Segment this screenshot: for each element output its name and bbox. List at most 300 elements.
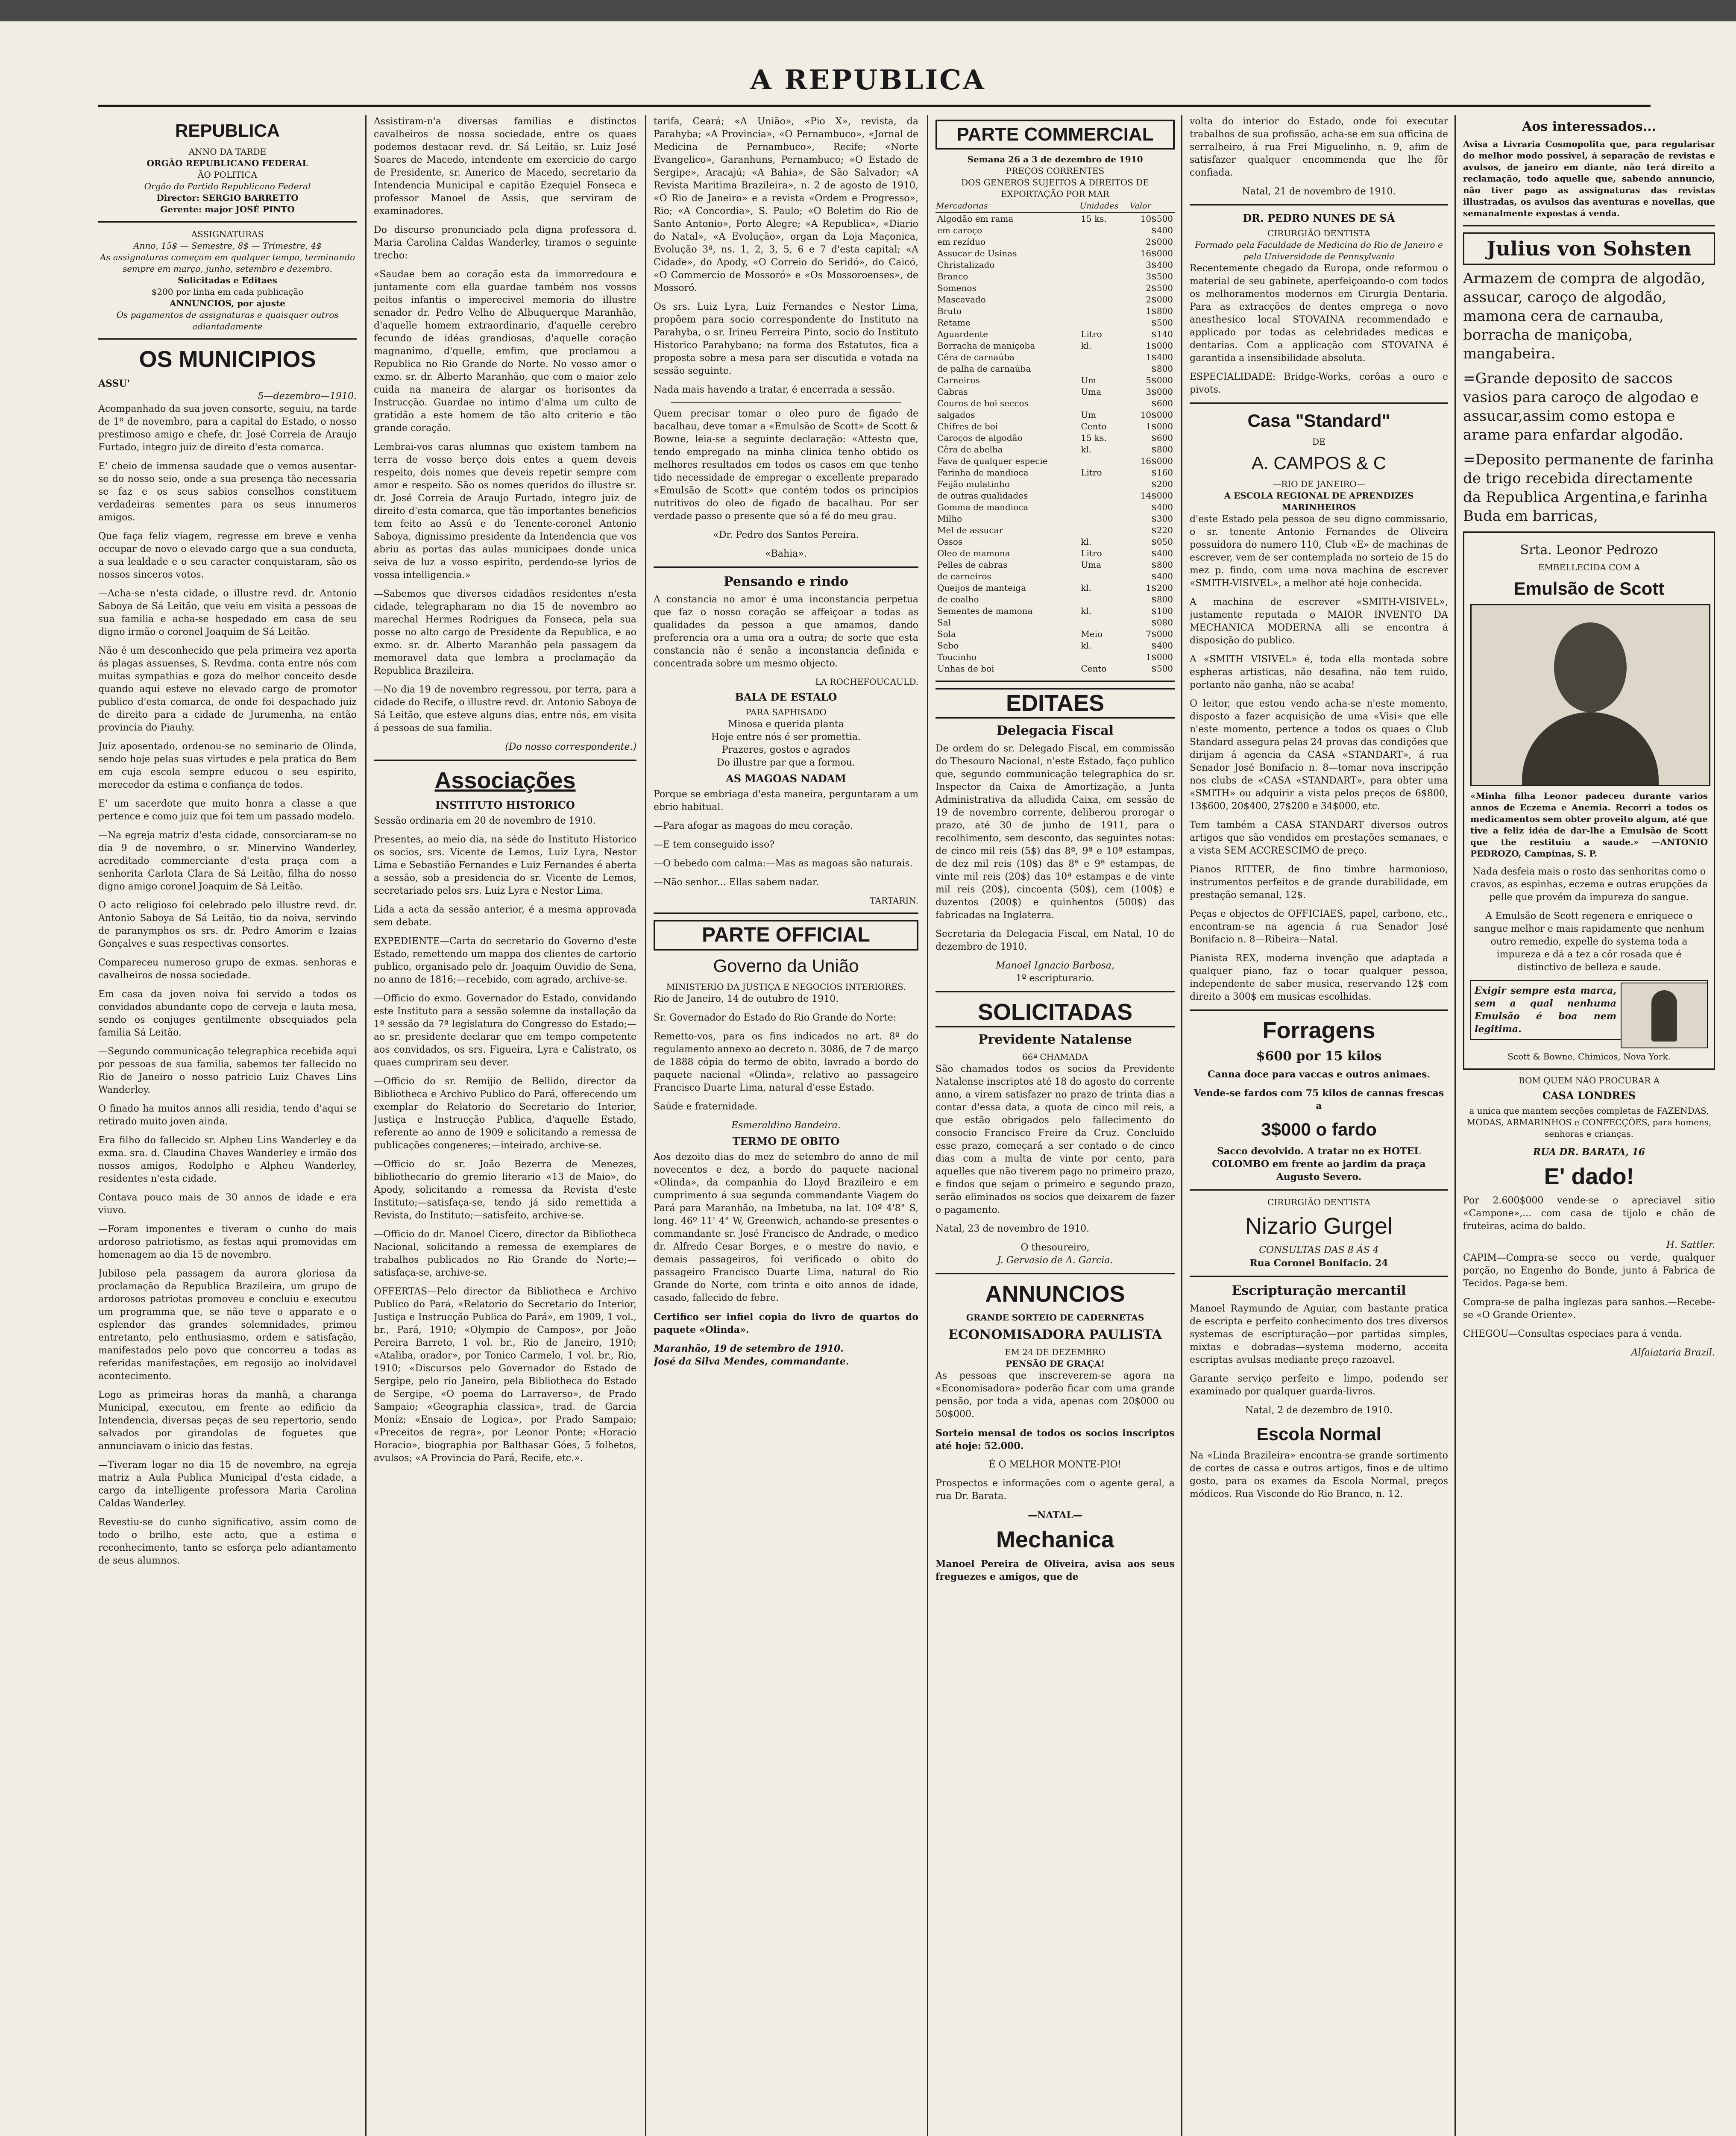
termo-place: Maranhão, 19 de setembro de 1910.	[654, 1343, 844, 1354]
section-associacoes: Associações	[434, 768, 576, 793]
article-date: 5—dezembro—1910.	[258, 391, 357, 402]
paragraph: —Não senhor... Ellas sabem nadar.	[654, 877, 819, 888]
forragens-title: Forragens	[1262, 1018, 1375, 1043]
termo-signature: José da Silva Mendes, commandante.	[654, 1356, 849, 1367]
price-unit: kl.	[1081, 583, 1092, 593]
instituto-title: INSTITUTO HISTORICO	[435, 799, 575, 811]
manager-line: Gerente: major JOSÉ PINTO	[160, 204, 295, 214]
price-value: 3$500	[1146, 271, 1173, 282]
nizario-title: Nizario Gurgel	[1245, 1213, 1393, 1239]
column-rule	[927, 115, 928, 2136]
price-value: $160	[1151, 467, 1173, 478]
paragraph: EXPEDIENTE—Carta do secretario do Governo d'este Estado, remettendo um mappa dos clientes de cartorio publico, organisado pelo dr. Joaquim Ouvidio de Sena, no anno de 1816;—recebido, com agrado, archive-se.	[374, 936, 636, 985]
paragraph: Que faça feliz viagem, regresse em breve e venha occupar de novo o elevado cargo que a sua conducta, a sua lealdade e o seu caracter conquistaram, são os nossos sinceros votos.	[98, 531, 357, 580]
price-item: de palha de carnaúba	[937, 364, 1031, 374]
prices-row	[935, 363, 1175, 375]
parte-commercial-header: PARTE COMMERCIAL	[935, 120, 1175, 150]
column-1	[98, 115, 357, 2136]
paragraph: Saúde e fraternidade.	[654, 1101, 758, 1112]
paragraph: Pianista REX, moderna invenção que adaptada a qualquer piano, faz o tocar qualquer pessoa, independente de saber musica, reservando 12$ com direito a 300$ em musicas escolhidas.	[1190, 953, 1448, 1002]
magoas-author: TARTARIN.	[870, 895, 918, 906]
bala-title: BALA DE ESTALO	[735, 691, 837, 703]
dr-sub: Formado pela Faculdade de Medicina do Rio de Janeiro e pela Universidade de Pennsylvania	[1195, 240, 1443, 261]
signatures-label: ASSIGNATURAS	[191, 229, 264, 239]
price-item: Somenos	[937, 283, 976, 293]
divider	[654, 566, 918, 568]
paragraph: Do discurso pronunciado pela digna professora d. Maria Carolina Caldas Wanderley, tiramos o seguinte trecho:	[374, 225, 636, 261]
column-5	[1190, 115, 1448, 2136]
party-line: Orgão do Partido Republicano Federal	[144, 181, 311, 191]
price-unit	[1079, 282, 1129, 294]
paragraph: Armazem de compra de algodão, assucar, caroço de algodão, mamona cera de carnauba, borracha de maniçoba, mangabeira.	[1463, 270, 1706, 362]
poem-line: Minosa e querida planta	[728, 719, 844, 730]
paragraph: Certifico ser infiel copia do livro de quartos do paquete «Olinda».	[654, 1312, 918, 1335]
price-value: $050	[1151, 537, 1173, 547]
paragraph: Compareceu numeroso grupo de exmas. senhoras e cavalheiros de nossa sociedade.	[98, 957, 357, 981]
delegacia-signature: Manoel Ignacio Barbosa,	[995, 960, 1115, 971]
campos-title: A. CAMPOS & C	[1251, 453, 1387, 473]
prices-row	[935, 571, 1175, 582]
paragraph: Secretaria da Delegacia Fiscal, em Natal, 10 de dezembro de 1910.	[935, 929, 1175, 952]
price-value: $800	[1151, 364, 1173, 374]
paragraph: —Officio do exmo. Governador do Estado, convidando este Instituto para a sessão solemne da installação da 1ª sessão da 7ª legislatura do Congresso do Estado;—ao sr. presidente declarar que em tempo competente aos convidados, os srs. Figueira, Lyra e Calistrato, os quaes cumpriram seu dever.	[374, 993, 636, 1068]
paragraph: —Acha-se n'esta cidade, o illustre revd. dr. Antonio Saboya de Sá Leitão, que veiu em visita a pessoas de sua familia e acha-se hospedado em casa de seu digno irmão o coronel Joaquim de Sá Leitão.	[98, 588, 357, 637]
poem-line: Hoje entre nós é ser promettia.	[711, 732, 861, 742]
prices-row	[935, 525, 1175, 536]
paragraph: «Minha filha Leonor padeceu durante varios annos de Eczema e Anemia. Recorri a todos os medicamentos sem obter proveito algum, até que tive a feliz idéa de dar-lhe a Emulsão de Scott que the restituiu a saude.» —ANTONIO PEDROZO, Campinas, S. P.	[1470, 791, 1708, 859]
price-unit	[1079, 490, 1129, 502]
price-item: Unhas de boi	[937, 663, 994, 674]
previdente-title: Previdente Natalense	[978, 1032, 1132, 1047]
price-item: Aguardente	[937, 329, 988, 339]
divider	[671, 402, 901, 403]
paragraph: «Saudae bem ao coração esta da immorredoura e juntamente com ella guardae também nos vossos peitos infantis o imperecivel memoria do illustre senador dr. Pedro Velho de Albuquerque Maranhão, d'aquelle homem extraordinario, d'aquelle cerebro fecundo de idéas grandiosas, d'aquelle coração magnanimo, d'quelle, emfim, que proclamou a Republica no Rio Grande do Norte. No vosso amor o exmo. sr. dr. Alberto Maranhão, que com o maior zelo cuida na maneira de alargar os horisontes da Instrucção. Guardae no intimo d'alma um culto de gratidão a este homem de tão alto criterio e tão grande coração.	[374, 269, 636, 434]
price-value: 1$800	[1146, 306, 1173, 316]
paragraph: —Tiveram logar no dia 15 de novembro, na egreja matriz a Aula Publica Municipal d'esta cidade, a cargo da intelligente professora Maria Carolina Caldas Wanderley.	[98, 1460, 357, 1509]
paragraph: «Dr. Pedro dos Santos Pereira.	[713, 530, 859, 540]
correspondent-signoff: (Do nosso correspondente.)	[505, 742, 636, 752]
price-value: 10$000	[1140, 410, 1173, 420]
rio-line: —RIO DE JANEIRO—	[1273, 479, 1365, 489]
paragraph: —Officio do sr. João Bezerra de Menezes, bibliothecario do gremio literario «13 de Maio», do Apody, solicitando a remessa da Revista d'este Instituto;—satisfaça-se, tendo já sido remettida a Revista, do Instituto;—satisfeito, archive-se.	[374, 1159, 636, 1221]
price-unit: Litro	[1081, 329, 1102, 339]
price-value: $400	[1151, 225, 1173, 235]
paragraph: Lembrai-vos caras alumnas que existem tambem na terra de vosso berço dois entes a quem deveis respeito, dois nomes que deveis repetir sempre com amor e respeito. São os nomes queridos do illustre sr. dr. José Correia de Araujo Furtado, integro juiz de direito d'esta comarca, que tão importantes beneficios tem feito ao Assú e do Tenente-coronel Antonio Saboya, dignissimo presidente da Intendencia que vos abriu as portas das aulas municipaes donde unica seiva de luz a vosso espirito, perdendo-se lyrios de vossa intelligencia.»	[374, 442, 636, 581]
price-item: Caroços de algodão	[937, 433, 1023, 443]
scott-emulsion-ad	[1463, 531, 1715, 1070]
paragraph: Porque se embriaga d'esta maneira, perguntaram a um ebrio habitual.	[654, 789, 918, 813]
masthead	[0, 0, 1736, 111]
column-4	[935, 115, 1175, 2136]
paragraph: As pessoas que inscreverem-se agora na «Economisadora» poderão ficar com uma grande pensão, por toda a vida, apenas com 20$000 ou 50$000.	[935, 1370, 1175, 1420]
price-unit	[1079, 398, 1129, 409]
scott-embel: EMBELLECIDA COM A	[1538, 562, 1640, 572]
price-unit	[1079, 502, 1129, 513]
price-unit	[1079, 225, 1129, 236]
pensando-title: Pensando e rindo	[724, 574, 848, 589]
edado-title: E' dado!	[1544, 1164, 1634, 1189]
town-name: ASSU'	[98, 378, 130, 389]
price-value: 14$000	[1140, 490, 1173, 501]
dr-role: CIRURGIÃO DENTISTA	[1267, 228, 1370, 238]
paragraph: E' cheio de immensa saudade que o vemos ausentar-se do nosso seio, onde a sua presença tão necessaria se faz e os seus sabios conselhos constituem verdadeiras sementes para os seus innumeros amigos.	[98, 461, 357, 523]
paragraph: São chamados todos os socios da Previdente Natalense inscriptos até 18 do agosto do corrente anno, a virem satisfazer no prazo de trinta dias a contar d'essa data, a quota de cinco mil reis, a que estão obrigados pelo fallecimento do consocio Francisco Freire da Cruz. Concluido esse prazo, começará a ser contado o de cinco dias com a multa de vinte por cento, para aquelles que não tiverem pago no primeiro prazo, e findos que sejam o primeiro e segundo prazo, serão eliminados os socios que deixarem de fazer o pagamento.	[935, 1064, 1175, 1215]
pensao-line: PENSÃO DE GRAÇA!	[1006, 1358, 1105, 1369]
escola-normal-title: Escola Normal	[1256, 1424, 1381, 1444]
price-item: Feijão mulatinho	[937, 479, 1010, 489]
column-rule	[1181, 115, 1182, 2136]
paragraph: Prospectos e informações com o agente geral, a rua Dr. Barata.	[935, 1478, 1175, 1502]
paragraph: «Bahia».	[765, 549, 807, 559]
portrait-image	[1470, 604, 1710, 786]
price-item: em caroço	[937, 225, 982, 235]
divider	[1463, 225, 1715, 226]
price-item: Bruto	[937, 306, 962, 316]
prices-header-row	[935, 200, 1175, 213]
price-unit	[1079, 651, 1129, 663]
prices-header: Unidades	[1079, 200, 1129, 213]
price-unit: Litro	[1081, 467, 1102, 478]
delegacia-title: Delegacia Fiscal	[996, 723, 1114, 738]
price-unit: kl.	[1081, 444, 1092, 455]
prices-row	[935, 490, 1175, 502]
price-value: 2$000	[1146, 294, 1173, 305]
paragraph: —Officio do dr. Manoel Cicero, director da Bibliotheca Nacional, solicitando a remessa de exemplares de trabalhos publicados no Rio Grande do Norte;—satisfaça-se, archive-se.	[374, 1229, 636, 1278]
scott-maker: Scott & Bowne, Chimicos, Nova York.	[1507, 1051, 1671, 1062]
paragraph: =Deposito permanente de farinha de trigo recebida directamente da Republica Argentina,e farinha Buda em barricas,	[1463, 451, 1714, 525]
price-value: 1$400	[1146, 352, 1173, 362]
paragraph: A machina de escrever «SMITH-VISIVEL», justamente reputada o MAIOR INVENTO DA MECHANICA MODERNA alli se encontra á disposição do publico.	[1190, 597, 1448, 646]
divider	[98, 338, 357, 340]
prev-signature: J. Gervasio de A. Garcia.	[997, 1255, 1113, 1266]
scott-person: Srta. Leonor Pedrozo	[1520, 543, 1658, 557]
price-unit: Cento	[1081, 663, 1107, 674]
price-unit: Cento	[1081, 421, 1107, 431]
prices-row	[935, 628, 1175, 640]
price-value: $800	[1151, 560, 1173, 570]
magoas-title: AS MAGOAS NADAM	[726, 772, 846, 785]
price-value: $100	[1151, 606, 1173, 616]
price-unit: kl.	[1081, 606, 1092, 616]
prices-row	[935, 317, 1175, 329]
price-item: Branco	[937, 271, 968, 282]
paragraph: —E tem conseguido isso?	[654, 839, 775, 850]
prices-row	[935, 213, 1175, 225]
price-value: $600	[1151, 398, 1173, 408]
paragraph: Jubiloso pela passagem da aurora gloriosa da proclamação da Republica Brazileira, um grupo de ardorosos patriotas promoveu e concluiu e executou um programma que, se não teve o apparato e o esplendor das grandes solemnidades, primou entretanto, pelo enthusiasmo, ordem e satisfação, manifestados pelo povo que concorreu a todas as referidas manifestações, em regosijo ao inolvidavel acontecimento.	[98, 1268, 357, 1382]
price-unit: 15 ks.	[1081, 433, 1107, 443]
prices-row	[935, 617, 1175, 628]
paragraph: De ordem do sr. Delegado Fiscal, em commissão do Thesouro Nacional, n'este Estado, faço publico que, segundo communicação telegraphica do sr. Inspector da Caixa de Amortização, a Junta Administrativa da alludida Caixa, em sessão de 19 de novembro corrente, deliberou prorogar o prazo, até 30 de junho de 1911, para o recolhimento, sem desconto, das seguintes notas: de cinco mil reis (5$) das 8ª, 9ª e 10ª estampas, de dez mil reis (10$) das 8ª e 9ª estampas, de vinte mil reis (20$) das 10ª estampas e de vinte mil reis (20$), cincoenta (50$), cem (100$) e duzentos (200$) e quinhentos (500$) das fabricadas na Inglaterra.	[935, 743, 1175, 921]
prices-row	[935, 478, 1175, 490]
paragraph: Pianos RITTER, de fino timbre harmonioso, instrumentos perfeitos e de grande durabilidade, em prestação semanal, 12$.	[1190, 864, 1448, 901]
capim-signature: Alfaiataria Brazil.	[1631, 1347, 1715, 1358]
prices-row	[935, 248, 1175, 259]
column-rule	[645, 115, 646, 2136]
price-item: Mascavado	[937, 294, 986, 305]
paragraph: Na «Linda Brazileira» encontra-se grande sortimento de cortes de cassa e outros artigos, finos e de ultimo gosto, para os exames da Escola Normal, preços módicos. Rua Visconde do Rio Branco, n. 12.	[1190, 1450, 1448, 1499]
prices-header: Mercadorias	[935, 200, 1079, 213]
price-item: salgados	[937, 410, 975, 420]
prices-row	[935, 663, 1175, 675]
anuncios-note: Os pagamentos de assignaturas e quaisquer outros adiantadamente	[116, 310, 339, 332]
signatures-prices: Anno, 15$ — Semestre, 8$ — Trimestre, 4$	[133, 241, 322, 251]
divider	[1190, 402, 1448, 404]
price-unit: Um	[1081, 375, 1097, 385]
paragraph: Era filho do fallecido sr. Alpheu Lins Wanderley e da exma. sra. d. Claudina Chaves Wanderley e irmão dos nossos amigos, Rodolpho e Alpheu Wanderley, residentes n'esta cidade.	[98, 1135, 357, 1184]
price-unit	[1079, 294, 1129, 305]
column-rule	[1454, 115, 1456, 2136]
divider	[935, 1273, 1175, 1274]
prices-row	[935, 340, 1175, 352]
price-value: 2$500	[1146, 283, 1173, 293]
prices-table	[935, 200, 1175, 675]
paragraph: Rio de Janeiro, 14 de outubro de 1910.	[654, 994, 839, 1004]
prices-header: Valor	[1129, 200, 1175, 213]
casa-standard-title: Casa "Standard"	[1247, 411, 1390, 431]
price-unit	[1079, 513, 1129, 525]
prices-row	[935, 305, 1175, 317]
prices-row	[935, 294, 1175, 305]
edado-signature: H. Sattler.	[1666, 1240, 1715, 1250]
paragraph: Contava pouco mais de 30 annos de idade e era viuvo.	[98, 1192, 357, 1216]
escrip-title: Escripturação mercantil	[1232, 1283, 1406, 1298]
consultas: CONSULTAS DAS 8 ÁS 4	[1259, 1245, 1379, 1256]
paragraph: Sr. Governador do Estado do Rio Grande do Norte:	[654, 1012, 897, 1023]
prices-row	[935, 640, 1175, 651]
newspaper-title: A REPUBLICA	[750, 64, 986, 96]
paragraph: Sacco devolvido. A tratar no ex HOTEL COLOMBO em frente ao jardim da praça Augusto Severo.	[1212, 1146, 1426, 1182]
portrait-shoulders	[1522, 712, 1659, 785]
price-unit: Meio	[1081, 629, 1103, 639]
paragraph: Quem precisar tomar o oleo puro de figado de bacalhau, deve tomar a «Emulsão de Scott» de Scott & Bowne, leia-se a seguinte declaração: «Attesto que, tendo empregado na minha clinica tenho obtido os melhores resultados em todos os casos em que tenho tido necessidade de empregar o excellente preparado «Emulsão de Scott» que contém todos os principios nutritivos do oleo de figado de bacalhau. Por ser verdade passo o presente que só a fé do meu grau.	[654, 408, 918, 522]
price-value: $080	[1151, 617, 1173, 628]
price-value: $400	[1151, 640, 1173, 651]
paragraph: Nada desfeia mais o rosto das senhoritas como o cravos, as espinhas, eczema e outras erupções da pelle que provém da impureza do sangue.	[1470, 866, 1708, 903]
paragraph: Os srs. Luiz Lyra, Luiz Fernandes e Nestor Lima, propõem para socio correspondente do Instituto na Parahyba, o sr. Irineu Ferreira Pinto, socio do Instituto Historico Parahybano; na forma dos Estatutos, fica a proposta sobre a mesa para ser discutida e votada na sessão seguinte.	[654, 302, 918, 376]
price-item: Retame	[937, 317, 971, 328]
price-value: $220	[1151, 525, 1173, 535]
paragraph: —Para afogar as magoas do meu coração.	[654, 821, 853, 831]
fisherman-logo	[1621, 983, 1708, 1048]
paragraph: Compra-se de palha inglezas para sanhos.—Recebe-se «O Grande Oriente».	[1463, 1297, 1715, 1320]
price-item: Borracha de maniçoba	[937, 340, 1035, 351]
price-item: Christalizado	[937, 260, 995, 270]
price-item: Sal	[937, 617, 951, 628]
price-unit: Uma	[1081, 560, 1102, 570]
paragraph: A «SMITH VISIVEL» é, toda ella montada sobre espheras artisticas, não desafina, não tem ruido, portanto não ganha, não se acaba!	[1190, 654, 1448, 690]
paragraph: Aos dezoito dias do mez de setembro do anno de mil novecentos e dez, a bordo do paquete nacional «Olinda», da companhia do Lloyd Brazileiro e em cumprimento á sua segunda commandante Viagem do Pará para Maranhão, na Imbetuba, na lat. 10º 4'8" S, long. 46º 11' 4" W, Greenwich, achando-se presentes o commandante sr. José Francisco de Andrade, o medico dr. Alfredo Cesar Borges, e o mestre do navio, e demais passageiros, foi verificado o obito do passageiro Francisco Duarte Lima, natural do Rio Grande do Norte, com trinta e oito annos de idade, casado, fallecido de febre.	[654, 1152, 918, 1303]
prices-row	[935, 259, 1175, 271]
price-item: Milho	[937, 513, 962, 524]
prices-row	[935, 455, 1175, 467]
divider	[935, 681, 1175, 682]
paragraph: A Emulsão de Scott regenera e enriquece o sangue melhor e mais rapidamente que nenhum outro remedio, expelle do systema toda a impureza e dá a tez a côr rosada que é distinctivo de belleza e saude.	[1474, 911, 1704, 973]
price-item: de outras qualidades	[937, 490, 1028, 501]
prices-row	[935, 282, 1175, 294]
headline-municipios: OS MUNICIPIOS	[139, 346, 316, 372]
price-unit	[1079, 617, 1129, 628]
price-value: 1$000	[1146, 652, 1173, 662]
paper-subtitle: ORGÃO REPUBLICANO FEDERAL	[147, 158, 308, 168]
price-unit	[1079, 525, 1129, 536]
londres-address: RUA DR. BARATA, 16	[1533, 1147, 1645, 1158]
price-unit	[1079, 363, 1129, 375]
price-unit: 15 ks.	[1081, 214, 1107, 224]
masthead-rule	[98, 105, 1651, 107]
paragraph: A constancia no amor é uma inconstancia perpetua que faz o nosso coração se affeiçoar a todas as qualidades da pessoa a que amamos, dando preferencia ora a uma ora a outra; de sorte que esta constancia não é senão a inconstancia definida e concentrada sobre um mesmo objecto.	[654, 594, 918, 669]
paragraph: Logo as primeiras horas da manhã, a charanga Municipal, executou, em frente ao edificio da Intendencia, diversas peças de seu repertorio, sendo salvados por girandolas de foguetes que annunciavam o inicio das festas.	[98, 1390, 357, 1452]
price-value: $300	[1151, 513, 1173, 524]
sorteio-line: GRANDE SORTEIO DE CADERNETAS	[966, 1312, 1144, 1323]
price-item: Fava de qualquer especie	[937, 456, 1048, 466]
paragraph: Manoel Raymundo de Aguiar, com bastante pratica de escripta e perfeito conhecimento dos tres diversos systemas de escripturação—por partidas simples, mixtas e dobradas—systema moderno, acceita escriptas avulsas mediante preço razoavel.	[1190, 1303, 1448, 1365]
paragraph: volta do interior do Estado, onde foi executar trabalhos de sua profissão, acha-se em sua officina de serralheiro, á rua Frei Miguelinho, n. 9, afim de satisfazer qualquer encommenda que lhe fôr confiada.	[1190, 116, 1448, 178]
casa-de: DE	[1312, 437, 1325, 447]
price-item: Sola	[937, 629, 956, 639]
edition-line: ANNO DA TARDE	[188, 147, 267, 157]
price-value: 1$200	[1146, 583, 1173, 593]
paragraph: Assistiram-n'a diversas familias e distinctos cavalheiros de nossa sociedade, entre os quaes podemos destacar revd. dr. Sá Leitão, sr. Luiz José Soares de Macedo, intendente em exercicio do cargo de Presidente, sr. Americo de Macedo, secretario da Intendencia Municipal e capitão Ezequiel Fonseca e professor Manoel de Assis, que serviram de examinadores.	[374, 116, 636, 217]
price-item: Toucinho	[937, 652, 977, 662]
commercial-week: Semana 26 a 3 de dezembro de 1910	[967, 154, 1143, 164]
prices-row	[935, 444, 1175, 455]
paragraph: Sessão ordinaria em 20 de novembro de 1910.	[374, 816, 596, 826]
paragraph: Tem também a CASA STANDART diversos outros artigos que são vendidos em prestações semanaes, e a vista SEM ACCRESCIMO de preço.	[1190, 820, 1448, 856]
prices-row	[935, 536, 1175, 548]
price-item: Gomma de mandioca	[937, 502, 1029, 512]
paragraph: —Segundo communicação telegraphica recebida aqui por pessoas de sua familia, sabemos ter fallecido no Rio de Janeiro o nosso patricio Luiz Chaves Lins Wanderley.	[98, 1046, 357, 1095]
paragraph: a unica que mantem secções completas de FAZENDAS, MODAS, ARMARINHOS e CONFECÇÕES, para homens, senhoras e crianças.	[1466, 1106, 1712, 1139]
price-unit	[1079, 271, 1129, 282]
divider	[1190, 1009, 1448, 1011]
price-value: $400	[1151, 571, 1173, 581]
paper-name: REPUBLICA	[175, 120, 280, 141]
prices-row	[935, 421, 1175, 432]
solicitadas-price: $200 por linha em cada publicação	[151, 287, 304, 297]
price-unit: kl.	[1081, 537, 1092, 547]
price-item: Carneiros	[937, 375, 980, 385]
prices-row	[935, 409, 1175, 421]
price-value: $800	[1151, 594, 1173, 604]
paragraph: O finado ha muitos annos alli residia, tendo d'aqui se retirado muito joven ainda.	[98, 1103, 357, 1127]
paragraph: O acto religioso foi celebrado pelo illustre revd. dr. Antonio Saboya de Sá Leitão, tio da noiva, servindo de paranymphos os srs. dr. Pedro Amorim e Izaias Gonçalves e suas respectivas consortes.	[98, 900, 357, 949]
prices-row	[935, 651, 1175, 663]
paragraph: Canna doce para vaccas e outros animaes.	[1207, 1069, 1431, 1080]
price-value: $200	[1151, 479, 1173, 489]
paragraph: CAPIM—Compra-se secco ou verde, qualquer porção, no Engenho do Bonde, junto á Fabrica de Tecidos. Paga-se bem.	[1463, 1253, 1715, 1289]
prices-row	[935, 271, 1175, 282]
paragraph: OFFERTAS—Pelo director da Bibliotheca e Archivo Publico do Pará, «Relatorio do Secretario do Interior, Justiça e Instrucção Publica do Pará», em 1909, 1 vol., br., Pará, 1910; «Olympio de Campos», por João Pereira Barreto, 1 vol. br., Rio de Janeiro, 1910; «Ataliba, orador», por Tonico Carmelo, 1 vol. br., Rio, 1910; «Discursos pelo Governador do Estado de Sergipe, pelo rio Janeiro, pela Bibliotheca do Estado de Sergipe, «O poema do Larraverso», de Prado Sampaio; «Geographia classica», trad. de Garcia Moniz; «Ensaio de Logica», por Prado Sampaio; «Preceitos de regra», por Leonor Ponte; «Horacio Horacio», biographia por Balthasar Góes, 5 folhetos, avulsos; «A Provincia do Pará, Recife, etc.».	[374, 1286, 636, 1464]
mechanica-title: Mechanica	[996, 1527, 1114, 1552]
paragraph: —O bebedo com calma:—Mas as magoas são naturais.	[654, 858, 913, 869]
paragraph: —Foram imponentes e tiveram o cunho do mais ardoroso patriotismo, as festas aqui promovidas em homenagem ao dia 15 de novembro.	[98, 1224, 357, 1260]
prices-subtitle: DOS GENEROS SUJEITOS A DIREITOS DE EXPORTAÇÃO POR MAR	[961, 177, 1149, 199]
prices-row	[935, 513, 1175, 525]
price-value: 16$000	[1140, 456, 1173, 466]
ministerio: MINISTERIO DA JUSTIÇA E NEGOCIOS INTERIORES.	[666, 982, 906, 992]
signatures-note: As assignaturas começam em qualquer tempo, terminando sempre em março, junho, setembro e dezembro.	[100, 252, 355, 274]
paragraph: Natal, 2 de dezembro de 1910.	[1245, 1405, 1393, 1416]
price-value: $800	[1151, 444, 1173, 455]
price-value: 2$000	[1146, 237, 1173, 247]
price-value: 3$400	[1146, 260, 1173, 270]
price-item: Cêra de abelha	[937, 444, 1003, 455]
prices-row	[935, 502, 1175, 513]
paragraph: Por 2.600$000 vende-se o apreciavel sitio «Campone»,... com casa de tijolo e chão de fruteiras, acima do baldo.	[1463, 1195, 1715, 1232]
paragraph: O leitor, que estou vendo acha-se n'este momento, disposto a fazer acquisição de uma «Visi» que elle n'este momento, pertence a todos os quaes o Club Standard assegura pelas 24 provas das condições que dirijam á agencia da CASA «STANDART», á rua Senador José Bonifacio n. 8—tomar nova inscripção nos clubs de «CASA «STANDART», para obter uma «SMITH» ou adquirir a vista pelos preços de 6$800, 13$600, 20$400, 27$200 e 34$000, etc.	[1190, 698, 1448, 812]
price-value: $600	[1151, 433, 1173, 443]
price-item: Cabras	[937, 387, 968, 397]
scan-edge-bar	[0, 0, 1736, 21]
paragraph: Vende-se fardos com 75 kilos de cannas frescas a	[1194, 1088, 1444, 1112]
column-2	[374, 115, 636, 2136]
sorteio-date: EM 24 DE DEZEMBRO	[1005, 1347, 1106, 1357]
londres-head: BOM QUEM NÃO PROCURAR A	[1518, 1075, 1660, 1086]
pensando-author: LA ROCHEFOUCAULD.	[815, 677, 918, 687]
divider	[1190, 1276, 1448, 1277]
paragraph: —Na egreja matriz d'esta cidade, consorciaram-se no dia 9 de novembro, o sr. Minervino Wanderley, acreditado commerciante d'esta praça com a senhorita Carlota Clara de Sá Leitão, filha do nosso digno amigo coronel Joaquim de Sá Leitão.	[98, 830, 357, 892]
prices-title: PREÇOS CORRENTES	[1006, 166, 1105, 176]
price-item: Ossos	[937, 537, 963, 547]
natal-line: —NATAL—	[1028, 1510, 1082, 1521]
paragraph: Exigir sempre esta marca, sem a qual nenhuma Emulsão é boa nem legitima.	[1470, 980, 1708, 1040]
column-3	[654, 115, 918, 2136]
paragraph: E' um sacerdote que muito honra a classe a que pertence e como juiz que foi tem um passado modelo.	[98, 798, 357, 822]
paragraph: —Officio do sr. Remijio de Bellido, director da Bibliotheca e Archivo Publico do Pará, offerecendo um exemplar do Relatorio do Secretario do Interior, Justiça e Instrucção Publica, d'aquelle Estado, referente ao anno de 1909 e solicitando a remessa de publicações congeneres;—inteirado, archive-se.	[374, 1076, 636, 1151]
price-value: 1$000	[1146, 340, 1173, 351]
paragraph: tarifa, Ceará; «A União», «Pio X», revista, da Parahyba; «A Provincia», «O Pernambuco», «Jornal de Medicina de Pernambuco», Recife; «Norte Evangelico», Garanhuns, Pernambuco; «O Estado de Sergipe», Aracajú; «A Bahia», de São Salvador; «A Revista Maritima Brazileira», n. 2 de agosto de 1910, «O Rio de Janeiro» e a revista «Ordem e Progresso», Rio; «A Concordia», S. Paulo; «O Boletim do Rio de Santo Antonio», Porto Alegre; «A Republica», «Diario do Natal», «A Evolução», organ da Loja Maçonica, Evolução 3ª, ns. 1, 2, 3, 5, 6 e 7 d'esta capital; «A Cidade», do Apody, «O Correio do Seridó», do Caicó, «O Commercio de Mossoró» e «Os Mossoroenses», de Mossoró.	[654, 116, 918, 293]
price-value: 16$000	[1140, 248, 1173, 258]
paragraph: Natal, 23 de novembro de 1910.	[935, 1224, 1090, 1234]
paragraph: Recentemente chegado da Europa, onde reformou o material de seu gabinete, aperfeiçoando-o com todos os melhoramentos modernos em Cirurgia Dentaria. Para as extracções de dentes emprega o novo anesthesico local STOVAINA recommendado e applicado por todas as celebridades medicas e dentarias. Com a applicação com STOVAINA é garantida a insensibilidade absoluta.	[1190, 263, 1448, 364]
solicitadas-header: SOLICITADAS	[935, 998, 1175, 1027]
price-unit	[1079, 317, 1129, 329]
paragraph: Presentes, ao meio dia, na séde do Instituto Historico os socios, srs. Vicente de Lemos, Luiz Lyra, Nestor Lima e Sebastião Fernandes e Luiz Fernandes é aberta a sessão, sob a presidencia do sr. Vicente de Lemos, secretariado pelos srs. Luiz Lyra e Nestor Lima.	[374, 834, 636, 896]
prices-row	[935, 432, 1175, 444]
paragraph: Lida a acta da sessão anterior, é a mesma approvada sem debate.	[374, 904, 636, 928]
divider	[1190, 204, 1448, 205]
paragraph: Em casa da joven noiva foi servido a todos os convidados abundante copo de cerveja e lauta mesa, sendo os conjuges gentilmente obsequiados pela familia Sá Leitão.	[98, 989, 357, 1038]
paragraph: Acompanhado da sua joven consorte, seguiu, na tarde de 1º de novembro, para a capital do Estado, o nosso prestimoso amigo e chefe, dr. José Correia de Araujo Furtado, integro juiz de direito d'esta comarca.	[98, 404, 357, 453]
prices-row	[935, 605, 1175, 617]
poem-line: Do illustre par que a formou.	[716, 757, 856, 768]
price-item: Oleo de mamona	[937, 548, 1010, 558]
cir-role: CIRURGIÃO DENTISTA	[1267, 1197, 1370, 1207]
forragens-price: $600 por 15 kilos	[1256, 1049, 1382, 1064]
prices-row	[935, 559, 1175, 571]
price-item: Pelles de cabras	[937, 560, 1008, 570]
price-value: $500	[1151, 663, 1173, 674]
paragraph: Não é um desconhecido que pela primeira vez aporta ás plagas assuenses, S. Revdma. conta entre nós com muitas sympathias e goza do melhor conceito desde quando aqui esteve no elevado cargo de promotor publico d'esta comarca, de onde foi despachado juiz de direito para a cidade de Jurumenha, na então provincia do Piauhy.	[98, 645, 357, 733]
prev-role: O thesoureiro,	[1020, 1242, 1090, 1253]
price-value: 1$000	[1146, 421, 1173, 431]
poem-line: Prazeres, gostos e agrados	[721, 745, 850, 755]
director-line: Director: SERGIO BARRETTO	[156, 193, 299, 203]
prices-row	[935, 582, 1175, 594]
scott-brand: Emulsão de Scott	[1513, 578, 1665, 599]
prices-row	[935, 352, 1175, 363]
price-value: 3$000	[1146, 387, 1173, 397]
price-item: Cêra de carnaúba	[937, 352, 1015, 362]
parte-official-header: PARTE OFFICIAL	[654, 920, 918, 951]
price-unit	[1079, 248, 1129, 259]
price-item: Algodão em rama	[937, 214, 1014, 224]
price-unit	[1079, 305, 1129, 317]
divider	[1190, 1189, 1448, 1191]
paragraph: d'este Estado pela pessoa de seu digno commissario, o sr. tenente Antonio Fernandes de Oliveira possuidora do numero 110, Club «E» de machinas de escrever, vem de ser contemplada no sorteio de 15 do mez p. findo, com uma nova machina de escrever «SMITH-VISIVEL», a melhor até hoje conhecida.	[1190, 514, 1448, 589]
paper-politica: ÃO POLITICA	[197, 170, 258, 180]
